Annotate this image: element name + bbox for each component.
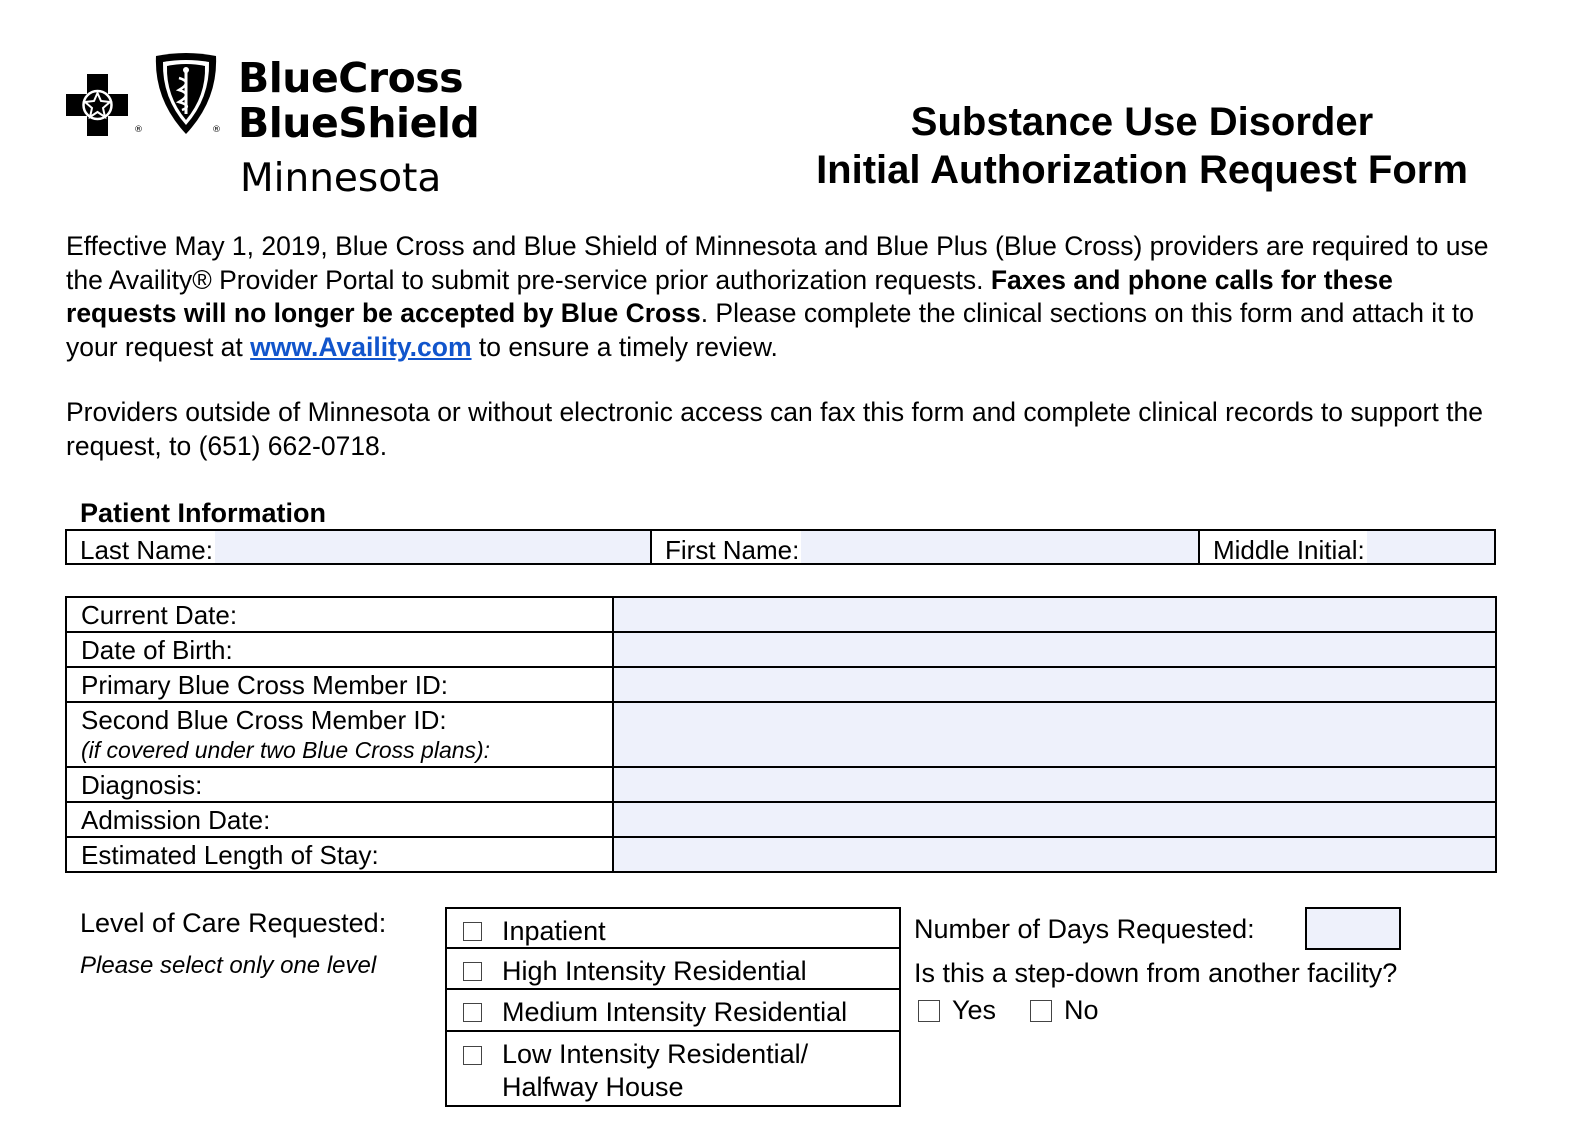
option-label: Inpatient bbox=[502, 916, 606, 946]
middle-initial-field[interactable] bbox=[1367, 531, 1494, 563]
intro-text: Effective May 1, 2019, Blue Cross and Blue Shield of Minnesota and Blue Plus (Blue Cross) providers are required to use the Availity® Provider Portal to submit pre-service prior authorization requests. bbox=[66, 231, 1489, 295]
table-row bbox=[66, 702, 1496, 767]
table-row bbox=[66, 597, 1496, 632]
blue-shield-logo-icon bbox=[152, 52, 224, 136]
table-row bbox=[66, 802, 1496, 837]
name-row bbox=[65, 529, 1496, 565]
option-low-intensity[interactable] bbox=[447, 1032, 899, 1105]
option-label: High Intensity Residential bbox=[502, 956, 807, 986]
second-member-id-hint: (if covered under two Blue Cross plans): bbox=[81, 737, 491, 763]
checkbox-icon[interactable] bbox=[463, 922, 482, 941]
checkbox-icon[interactable] bbox=[1030, 1000, 1052, 1022]
admission-date-label: Admission Date: bbox=[66, 802, 613, 837]
option-inpatient[interactable] bbox=[447, 909, 899, 949]
diagnosis-field[interactable] bbox=[613, 767, 1496, 802]
primary-member-id-field[interactable] bbox=[613, 667, 1496, 702]
no-label: No bbox=[1064, 995, 1099, 1025]
table-row bbox=[66, 667, 1496, 702]
reg-mark: ® bbox=[212, 125, 221, 135]
checkbox-icon[interactable] bbox=[463, 1003, 482, 1022]
table-row bbox=[66, 632, 1496, 667]
patient-info-heading: Patient Information bbox=[80, 498, 327, 528]
option-label-line1: Low Intensity Residential/ bbox=[502, 1039, 809, 1069]
stepdown-question: Is this a step-down from another facility? bbox=[914, 958, 1398, 988]
admission-date-field[interactable] bbox=[613, 802, 1496, 837]
stepdown-yes-option[interactable] bbox=[918, 995, 996, 1026]
middle-initial-cell bbox=[1200, 531, 1494, 563]
intro-bold-notice: Faxes and phone calls for these requests will no longer be accepted by Blue Cross bbox=[66, 264, 1393, 328]
checkbox-icon[interactable] bbox=[463, 962, 482, 981]
level-of-care-label: Level of Care Requested: bbox=[80, 908, 387, 938]
reg-mark: ® bbox=[134, 125, 143, 135]
option-label: Medium Intensity Residential bbox=[502, 997, 848, 1027]
first-name-cell bbox=[652, 531, 1200, 563]
option-medium-intensity[interactable] bbox=[447, 990, 899, 1032]
form-title-line1: Substance Use Disorder bbox=[910, 100, 1374, 144]
table-row bbox=[66, 837, 1496, 872]
middle-initial-label: Middle Initial: bbox=[1213, 535, 1365, 565]
second-member-id-label: Second Blue Cross Member ID: bbox=[81, 705, 447, 735]
dob-field[interactable] bbox=[613, 632, 1496, 667]
second-member-id-label-cell bbox=[66, 702, 613, 767]
level-of-care-hint: Please select only one level bbox=[80, 952, 377, 979]
first-name-field[interactable] bbox=[801, 531, 1198, 563]
second-member-id-field[interactable] bbox=[613, 702, 1496, 767]
primary-member-id-label: Primary Blue Cross Member ID: bbox=[66, 667, 613, 702]
last-name-label: Last Name: bbox=[80, 535, 213, 565]
days-requested-label: Number of Days Requested: bbox=[914, 914, 1255, 944]
option-high-intensity[interactable] bbox=[447, 949, 899, 990]
last-name-field[interactable] bbox=[215, 531, 650, 563]
brand-name-line1: BlueCross bbox=[238, 54, 464, 102]
table-row bbox=[66, 767, 1496, 802]
length-of-stay-label: Estimated Length of Stay: bbox=[66, 837, 613, 872]
dob-label: Date of Birth: bbox=[66, 632, 613, 667]
level-of-care-options bbox=[445, 907, 901, 1107]
current-date-field[interactable] bbox=[613, 597, 1496, 632]
last-name-cell bbox=[67, 531, 652, 563]
intro-text: . Please complete the clinical sections on this form and attach it to your request at bbox=[66, 298, 1475, 362]
patient-details-table bbox=[65, 596, 1497, 873]
option-label-line2: Halfway House bbox=[502, 1072, 684, 1102]
stepdown-no-option[interactable] bbox=[1030, 995, 1099, 1026]
intro-paragraph bbox=[66, 230, 1506, 364]
brand-name-line2: BlueShield bbox=[238, 99, 480, 147]
yes-label: Yes bbox=[952, 995, 997, 1025]
checkbox-icon[interactable] bbox=[463, 1046, 482, 1065]
option-label bbox=[502, 1038, 808, 1104]
diagnosis-label: Diagnosis: bbox=[66, 767, 613, 802]
intro-text: to ensure a timely review. bbox=[471, 331, 778, 362]
first-name-label: First Name: bbox=[665, 535, 800, 565]
length-of-stay-field[interactable] bbox=[613, 837, 1496, 872]
days-requested-field[interactable] bbox=[1305, 907, 1401, 950]
checkbox-icon[interactable] bbox=[918, 1000, 940, 1022]
brand-state: Minnesota bbox=[240, 156, 442, 201]
fax-paragraph: Providers outside of Minnesota or without electronic access can fax this form and complete clinical records to support the request, to (651) 662-0718. bbox=[66, 397, 1483, 461]
current-date-label: Current Date: bbox=[66, 597, 613, 632]
availity-link[interactable]: www.Availity.com bbox=[250, 331, 472, 362]
form-title-line2: Initial Authorization Request Form bbox=[816, 148, 1468, 192]
blue-cross-logo-icon bbox=[66, 74, 152, 136]
